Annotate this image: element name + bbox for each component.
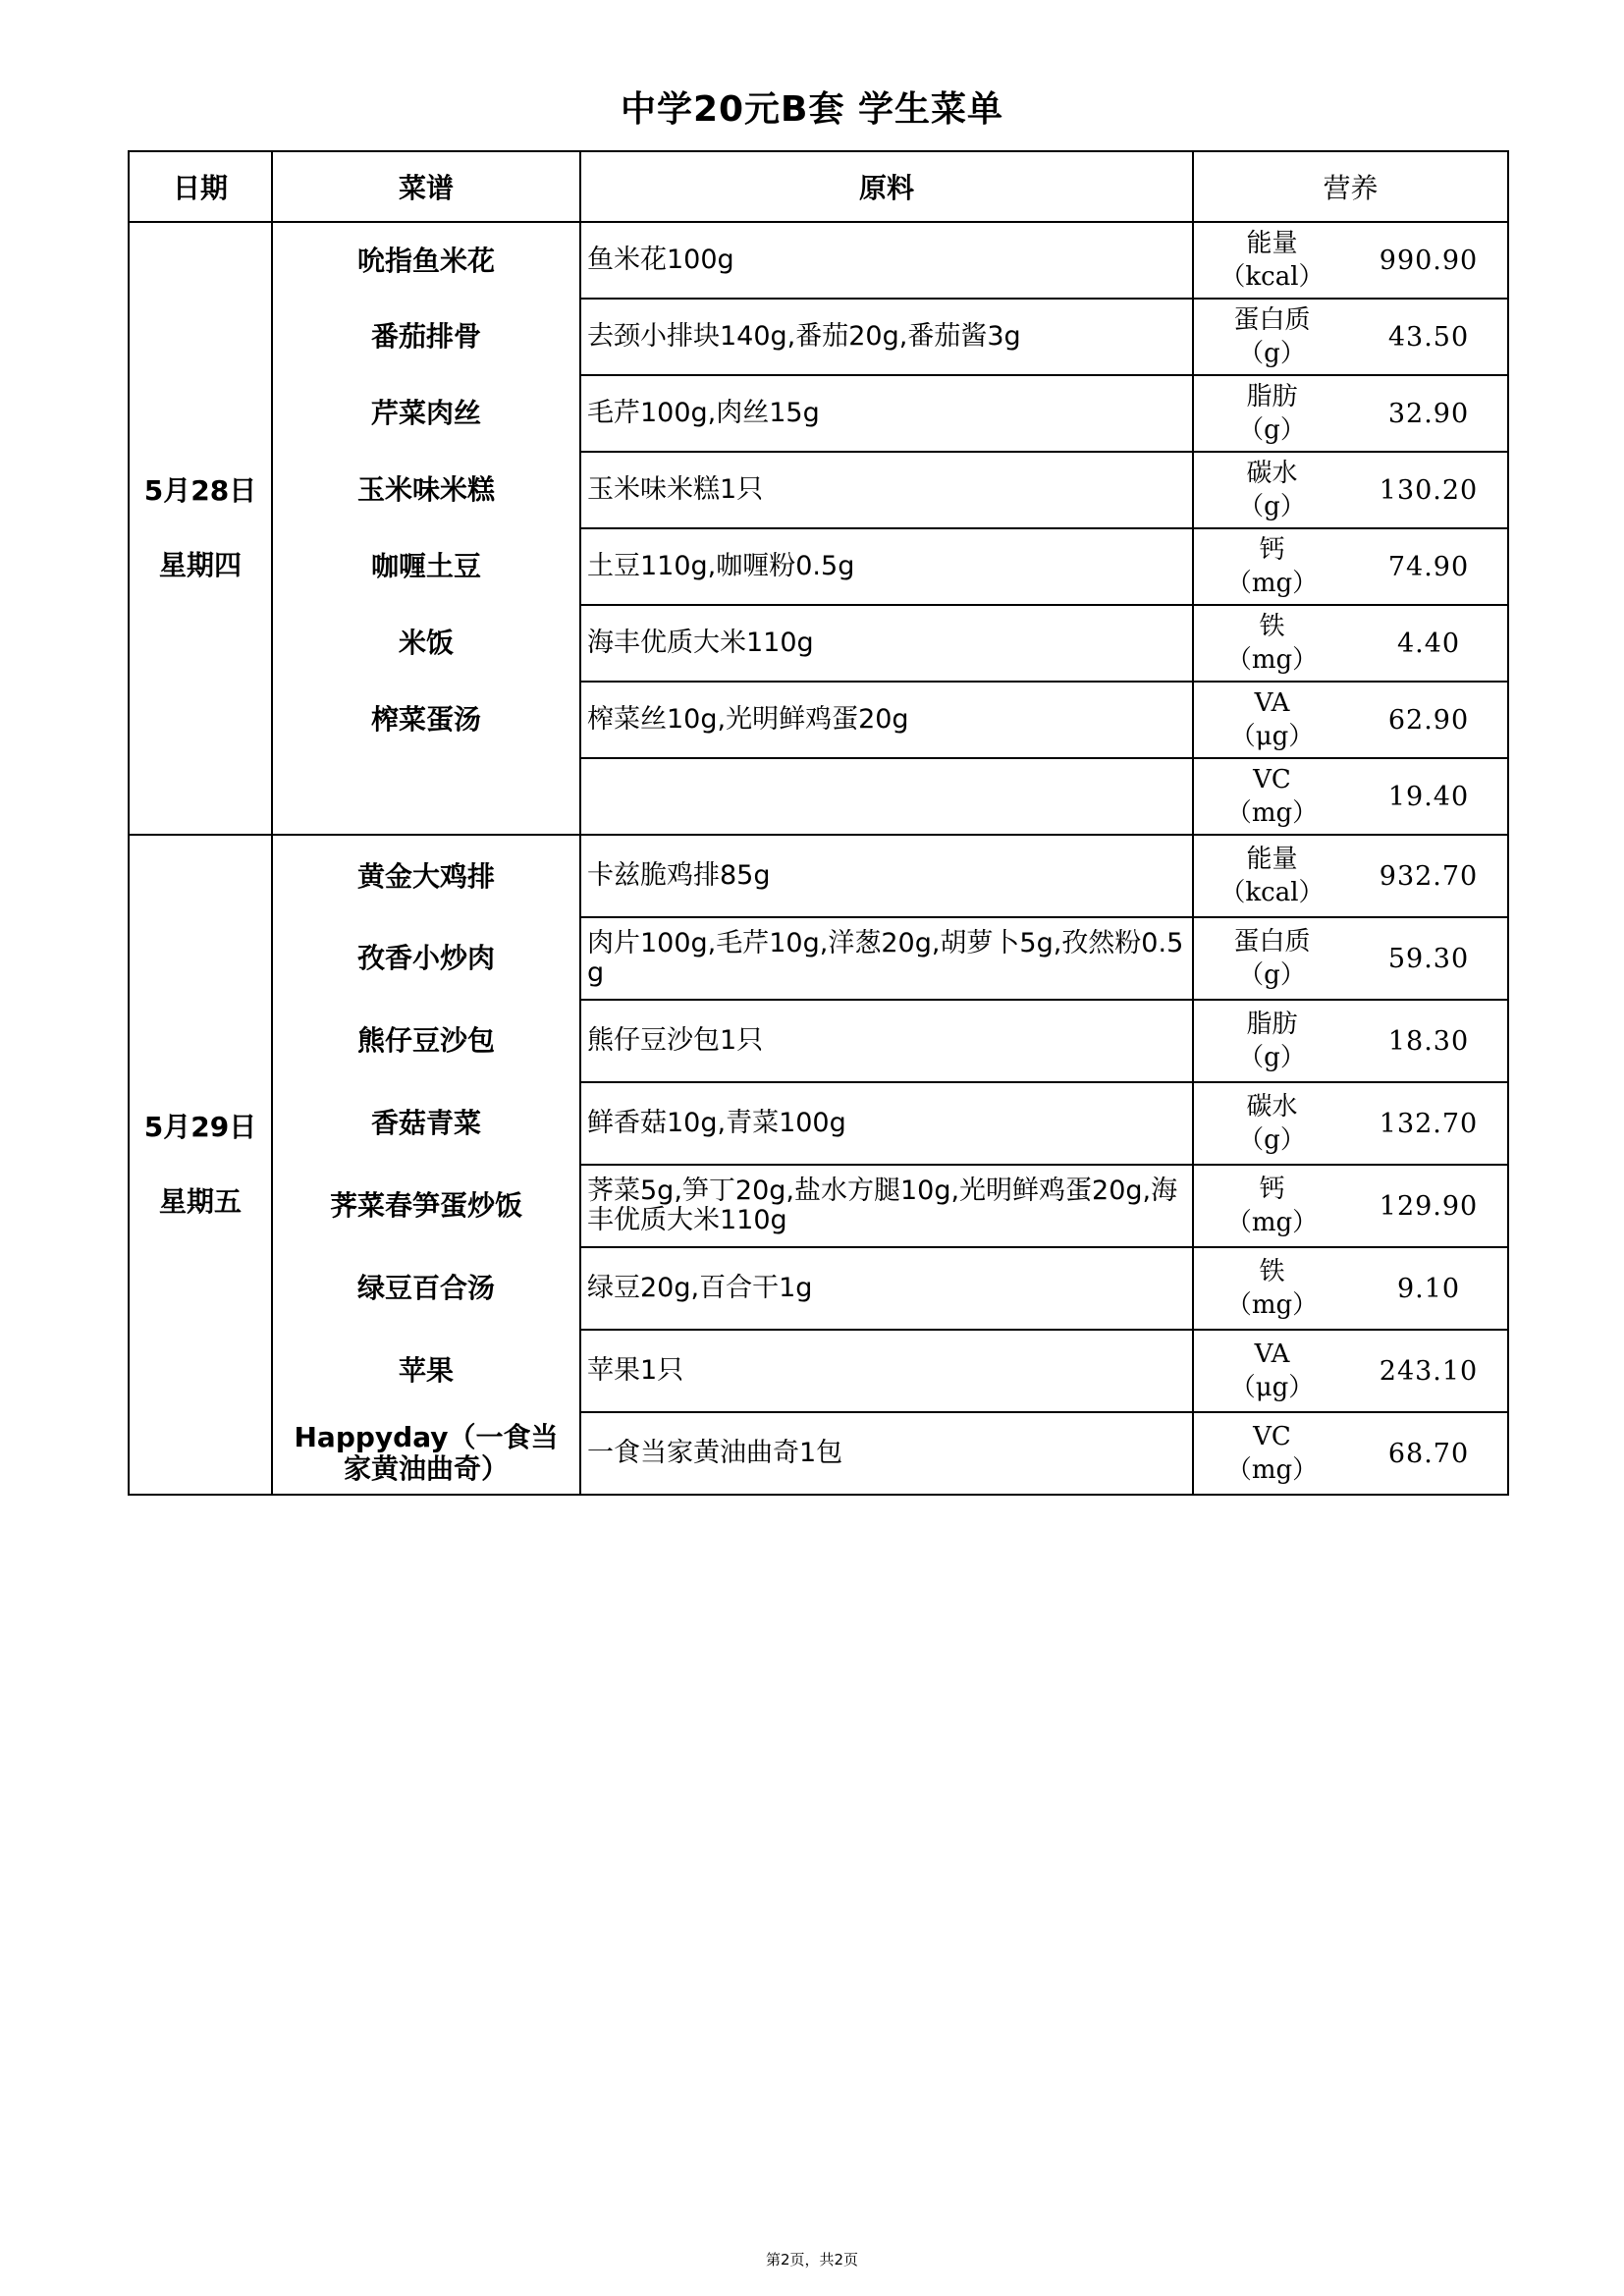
nutrient-label-cell: [1193, 917, 1350, 1000]
nutrient-value: 59.30: [1350, 917, 1508, 1000]
dish-cell: [272, 682, 580, 758]
ingredients-cell: [580, 758, 1193, 835]
nutrient-unit: （kcal）: [1219, 878, 1325, 907]
nutrient-unit: （mg）: [1225, 798, 1319, 828]
nutrient-name: VC: [1253, 1422, 1291, 1451]
header-dish: 菜谱: [272, 151, 580, 222]
nutrient-label-cell: [1193, 1082, 1350, 1165]
ingredients-cell: 熊仔豆沙包1只: [580, 1000, 1193, 1082]
table-row: [129, 528, 1508, 605]
nutrient-unit: （g）: [1238, 415, 1306, 445]
dish-name: 苹果: [398, 1354, 454, 1387]
table-row: [129, 605, 1508, 682]
dish-cell: [272, 605, 580, 682]
nutrient-value: 9.10: [1350, 1247, 1508, 1330]
table-row: [129, 1330, 1508, 1412]
nutrient-label-cell: [1193, 758, 1350, 835]
dish-name: 玉米味米糕: [356, 473, 495, 506]
dish-cell: [272, 1247, 580, 1330]
nutrient-name: 铁: [1259, 1257, 1285, 1286]
date-label: 5月28日: [143, 474, 257, 507]
nutrient-value: 130.20: [1350, 452, 1508, 528]
table-row: [129, 1412, 1508, 1495]
ingredients-cell: 鲜香菇10g,青菜100g: [580, 1082, 1193, 1165]
table-row: [129, 682, 1508, 758]
menu-table: [128, 150, 1509, 1496]
nutrient-name: VA: [1254, 688, 1290, 718]
nutrient-label-cell: [1193, 299, 1350, 375]
dish-cell: [272, 1082, 580, 1165]
nutrient-unit: （mg）: [1225, 645, 1319, 675]
dish-cell: [272, 758, 580, 835]
table-row: [129, 375, 1508, 452]
nutrient-label-cell: [1193, 1247, 1350, 1330]
nutrient-name: 铁: [1259, 612, 1285, 641]
nutrient-value: 243.10: [1350, 1330, 1508, 1412]
table-row: [129, 1247, 1508, 1330]
nutrient-name: 碳水: [1246, 459, 1298, 488]
nutrient-name: 能量: [1246, 229, 1298, 258]
dish-name: 香菇青菜: [370, 1107, 481, 1139]
nutrient-unit: （mg）: [1225, 569, 1319, 598]
nutrient-unit: （μg）: [1229, 722, 1315, 751]
nutrient-unit: （g）: [1238, 1043, 1306, 1072]
table-row: [129, 758, 1508, 835]
ingredients-cell: 绿豆20g,百合干1g: [580, 1247, 1193, 1330]
nutrient-value: 74.90: [1350, 528, 1508, 605]
nutrient-label-cell: [1193, 528, 1350, 605]
dish-cell: [272, 1165, 580, 1247]
nutrient-unit: （g）: [1238, 339, 1306, 368]
table-row: [129, 452, 1508, 528]
header-nutrition: 营养: [1193, 151, 1508, 222]
ingredients-cell: 去颈小排块140g,番茄20g,番茄酱3g: [580, 299, 1193, 375]
dish-cell: [272, 222, 580, 299]
table-row: [129, 835, 1508, 917]
nutrient-unit: （mg）: [1225, 1290, 1319, 1320]
dish-name: 黄金大鸡排: [356, 859, 495, 893]
header-ingredients: 原料: [580, 151, 1193, 222]
dish-cell: [272, 835, 580, 917]
nutrient-label-cell: [1193, 222, 1350, 299]
dish-name: 咖喱土豆: [370, 550, 481, 582]
dish-cell: [272, 299, 580, 375]
dish-cell: [272, 528, 580, 605]
table-row: [129, 1165, 1508, 1247]
dish-name: 荠菜春笋蛋炒饭: [329, 1189, 522, 1222]
nutrient-value: 43.50: [1350, 299, 1508, 375]
nutrient-value: 990.90: [1350, 222, 1508, 299]
nutrient-name: 脂肪: [1246, 382, 1298, 411]
ingredients-cell: 卡兹脆鸡排85g: [580, 835, 1193, 917]
dish-cell: [272, 917, 580, 1000]
nutrient-unit: （mg）: [1225, 1455, 1319, 1485]
nutrient-unit: （g）: [1238, 492, 1306, 521]
date-cell: [129, 222, 272, 835]
nutrient-name: 钙: [1259, 1175, 1285, 1204]
nutrient-name: 蛋白质: [1233, 927, 1311, 957]
nutrient-name: VA: [1254, 1339, 1290, 1369]
nutrient-name: 脂肪: [1246, 1010, 1298, 1039]
nutrient-value: 62.90: [1350, 682, 1508, 758]
table-row: [129, 222, 1508, 299]
dish-cell: [272, 375, 580, 452]
nutrient-unit: （mg）: [1225, 1208, 1319, 1237]
header-date: 日期: [129, 151, 272, 222]
table-row: [129, 917, 1508, 1000]
dish-cell: [272, 1412, 580, 1495]
date-cell: [129, 835, 272, 1495]
nutrient-value: 132.70: [1350, 1082, 1508, 1165]
dish-name: 熊仔豆沙包: [356, 1024, 495, 1057]
nutrient-value: 4.40: [1350, 605, 1508, 682]
nutrient-label-cell: [1193, 1330, 1350, 1412]
dish-name: 榨菜蛋汤: [370, 703, 481, 736]
nutrient-label-cell: [1193, 452, 1350, 528]
nutrient-value: 19.40: [1350, 758, 1508, 835]
nutrient-name: VC: [1253, 765, 1291, 794]
nutrient-unit: （g）: [1238, 960, 1306, 990]
ingredients-cell: 鱼米花100g: [580, 222, 1193, 299]
nutrient-value: 129.90: [1350, 1165, 1508, 1247]
ingredients-cell: 土豆110g,咖喱粉0.5g: [580, 528, 1193, 605]
nutrient-name: 能量: [1246, 845, 1298, 874]
nutrient-name: 钙: [1259, 535, 1285, 565]
nutrient-label-cell: [1193, 605, 1350, 682]
ingredients-cell: 肉片100g,毛芹10g,洋葱20g,胡萝卜5g,孜然粉0.5g: [580, 917, 1193, 1000]
ingredients-cell: 海丰优质大米110g: [580, 605, 1193, 682]
dish-name: 吮指鱼米花: [356, 244, 495, 277]
nutrient-value: 32.90: [1350, 375, 1508, 452]
table-row: [129, 1082, 1508, 1165]
dish-cell: [272, 1330, 580, 1412]
nutrient-label-cell: [1193, 682, 1350, 758]
page-title: 中学20元B套 学生菜单: [620, 89, 1004, 130]
date-label: 5月29日: [143, 1111, 257, 1143]
nutrient-value: 68.70: [1350, 1412, 1508, 1495]
nutrient-value: 18.30: [1350, 1000, 1508, 1082]
dish-name: 芹菜肉丝: [370, 397, 481, 429]
nutrient-label-cell: [1193, 835, 1350, 917]
nutrient-name: 碳水: [1246, 1092, 1298, 1121]
nutrient-unit: （μg）: [1229, 1373, 1315, 1402]
dish-cell: [272, 1000, 580, 1082]
dish-name: Happyday（一食当家黄油曲奇）: [294, 1420, 559, 1485]
header-row: [129, 151, 1508, 222]
nutrient-name: 蛋白质: [1233, 305, 1311, 335]
nutrient-label-cell: [1193, 375, 1350, 452]
dish-name: 番茄排骨: [370, 320, 481, 353]
weekday-label: 星期五: [158, 1185, 242, 1218]
dish-name: 绿豆百合汤: [356, 1272, 495, 1304]
nutrient-label-cell: [1193, 1412, 1350, 1495]
dish-name: 米饭: [398, 627, 454, 659]
ingredients-cell: 毛芹100g,肉丝15g: [580, 375, 1193, 452]
weekday-label: 星期四: [158, 549, 242, 581]
nutrient-label-cell: [1193, 1000, 1350, 1082]
ingredients-cell: 玉米味米糕1只: [580, 452, 1193, 528]
nutrient-unit: （kcal）: [1219, 262, 1325, 292]
table-row: [129, 299, 1508, 375]
nutrient-label-cell: [1193, 1165, 1350, 1247]
ingredients-cell: 荠菜5g,笋丁20g,盐水方腿10g,光明鲜鸡蛋20g,海丰优质大米110g: [580, 1165, 1193, 1247]
nutrient-unit: （g）: [1238, 1125, 1306, 1155]
ingredients-cell: 一食当家黄油曲奇1包: [580, 1412, 1193, 1495]
nutrient-value: 932.70: [1350, 835, 1508, 917]
table-row: [129, 1000, 1508, 1082]
dish-cell: [272, 452, 580, 528]
dish-name: 孜香小炒肉: [356, 942, 495, 974]
menu-body: [129, 222, 1508, 1495]
ingredients-cell: 榨菜丝10g,光明鲜鸡蛋20g: [580, 682, 1193, 758]
page-footer: 第2页，共2页: [765, 2251, 859, 2269]
ingredients-cell: 苹果1只: [580, 1330, 1193, 1412]
